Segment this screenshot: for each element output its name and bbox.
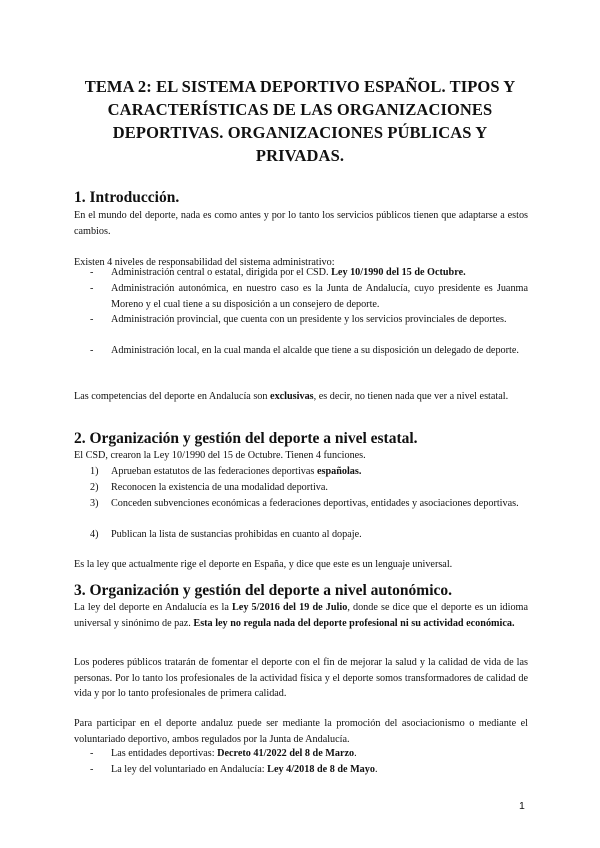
list-item-text: Las entidades deportivas:	[111, 748, 218, 759]
list-item-text: .	[354, 748, 357, 759]
section-3-heading: 3. Organización y gestión del deporte a nivel autonómico.	[74, 582, 453, 599]
bullet-marker: -	[90, 283, 94, 294]
law-reference: Decreto 41/2022 del 8 de Marzo	[217, 748, 355, 759]
paragraph: Es la ley que actualmente rige el deporte en España, y dice que este es un lenguaje universal.	[74, 559, 453, 570]
paragraph: Para participar en el deporte andaluz puede ser mediante la promoción del asociacionismo o mediante el voluntariado deportivo, ambos regulados por la Junta de Andalucía.	[74, 718, 528, 745]
section-2-heading: 2. Organización y gestión del deporte a nivel estatal.	[74, 430, 418, 447]
page-number: 1	[519, 800, 525, 812]
list-item-text: .	[374, 764, 378, 775]
law-reference: Ley 10/1990 del 15 de Octubre.	[331, 267, 466, 278]
paragraph: En el mundo del deporte, nada es como antes y por lo tanto los servicios públicos tienen que adaptarse a estos cambios.	[74, 210, 528, 237]
list-item	[111, 762, 528, 778]
list-item: Reconocen la existencia de una modalidad deportiva.	[111, 482, 328, 493]
emphasis: españolas.	[316, 466, 362, 477]
paragraph-text: , donde se dice que el deporte es un idioma universal y sinónimo de paz.	[74, 602, 528, 629]
law-reference: Ley 4/2018 de 8 de Mayo	[267, 764, 375, 775]
paragraph: Existen 4 niveles de responsabilidad del sistema administrativo:	[74, 257, 335, 268]
list-item: Administración local, en la cual manda el alcalde que tiene a su disposición un delegado de deporte.	[111, 345, 519, 356]
law-reference: Ley 5/2016 del 19 de Julio	[232, 602, 348, 613]
list-item	[111, 265, 528, 281]
list-item-text: Aprueban estatutos de las federaciones deportivas	[111, 466, 317, 477]
bullet-marker: -	[90, 764, 94, 775]
list-item-text: La ley del voluntariado en Andalucía:	[111, 764, 268, 775]
list-item	[111, 746, 528, 762]
list-item: Conceden subvenciones económicas a federaciones deportivas, entidades y asociaciones deportivas.	[111, 498, 519, 509]
section-1-heading: 1. Introducción.	[74, 189, 180, 206]
emphasis: Esta ley no regula nada del deporte profesional ni su actividad económica.	[193, 617, 515, 629]
emphasis: exclusivas	[270, 391, 314, 402]
list-number: 2)	[90, 482, 99, 493]
paragraph: Los poderes públicos tratarán de fomentar el deporte con el fin de mejorar la salud y la calidad de vida de las personas. Por lo tanto los profesionales de la actividad física y el deporte somos transformadores de calidad de vida y por lo tanto profesionales de primera calidad.	[74, 657, 528, 699]
list-item: Administración autonómica, en nuestro caso es la Junta de Andalucía, cuyo presidente es Juanma Moreno y el cual tiene a su disposición a un consejero de deporte.	[111, 283, 528, 310]
paragraph	[74, 389, 528, 405]
document-title: TEMA 2: EL SISTEMA DEPORTIVO ESPAÑOL. TIPOS Y CARACTERÍSTICAS DE LAS ORGANIZACIONES DEPORTIVAS. ORGANIZACIONES PÚBLICAS Y PRIVADAS.	[84, 77, 516, 165]
list-item: Publican la lista de sustancias prohibidas en cuanto al dopaje.	[111, 529, 362, 540]
paragraph: El CSD, crearon la Ley 10/1990 del 15 de Octubre. Tienen 4 funciones.	[74, 450, 366, 461]
bullet-marker: -	[90, 345, 94, 356]
paragraph-text: Las competencias del deporte en Andalucía son	[74, 391, 271, 402]
bullet-marker: -	[90, 267, 94, 278]
bullet-marker: -	[90, 314, 94, 325]
list-number: 3)	[90, 498, 99, 509]
paragraph-text: La ley del deporte en Andalucía es la	[74, 602, 233, 613]
paragraph-text: , es decir, no tienen nada que ver a nivel estatal.	[313, 391, 509, 402]
bullet-marker: -	[90, 748, 94, 759]
list-item	[111, 464, 528, 480]
list-number: 1)	[90, 466, 99, 477]
list-item-text: Administración central o estatal, dirigida por el CSD.	[111, 267, 332, 278]
paragraph	[74, 600, 528, 631]
list-number: 4)	[90, 529, 99, 540]
list-item: Administración provincial, que cuenta con un presidente y los servicios provinciales de deportes.	[111, 314, 507, 325]
